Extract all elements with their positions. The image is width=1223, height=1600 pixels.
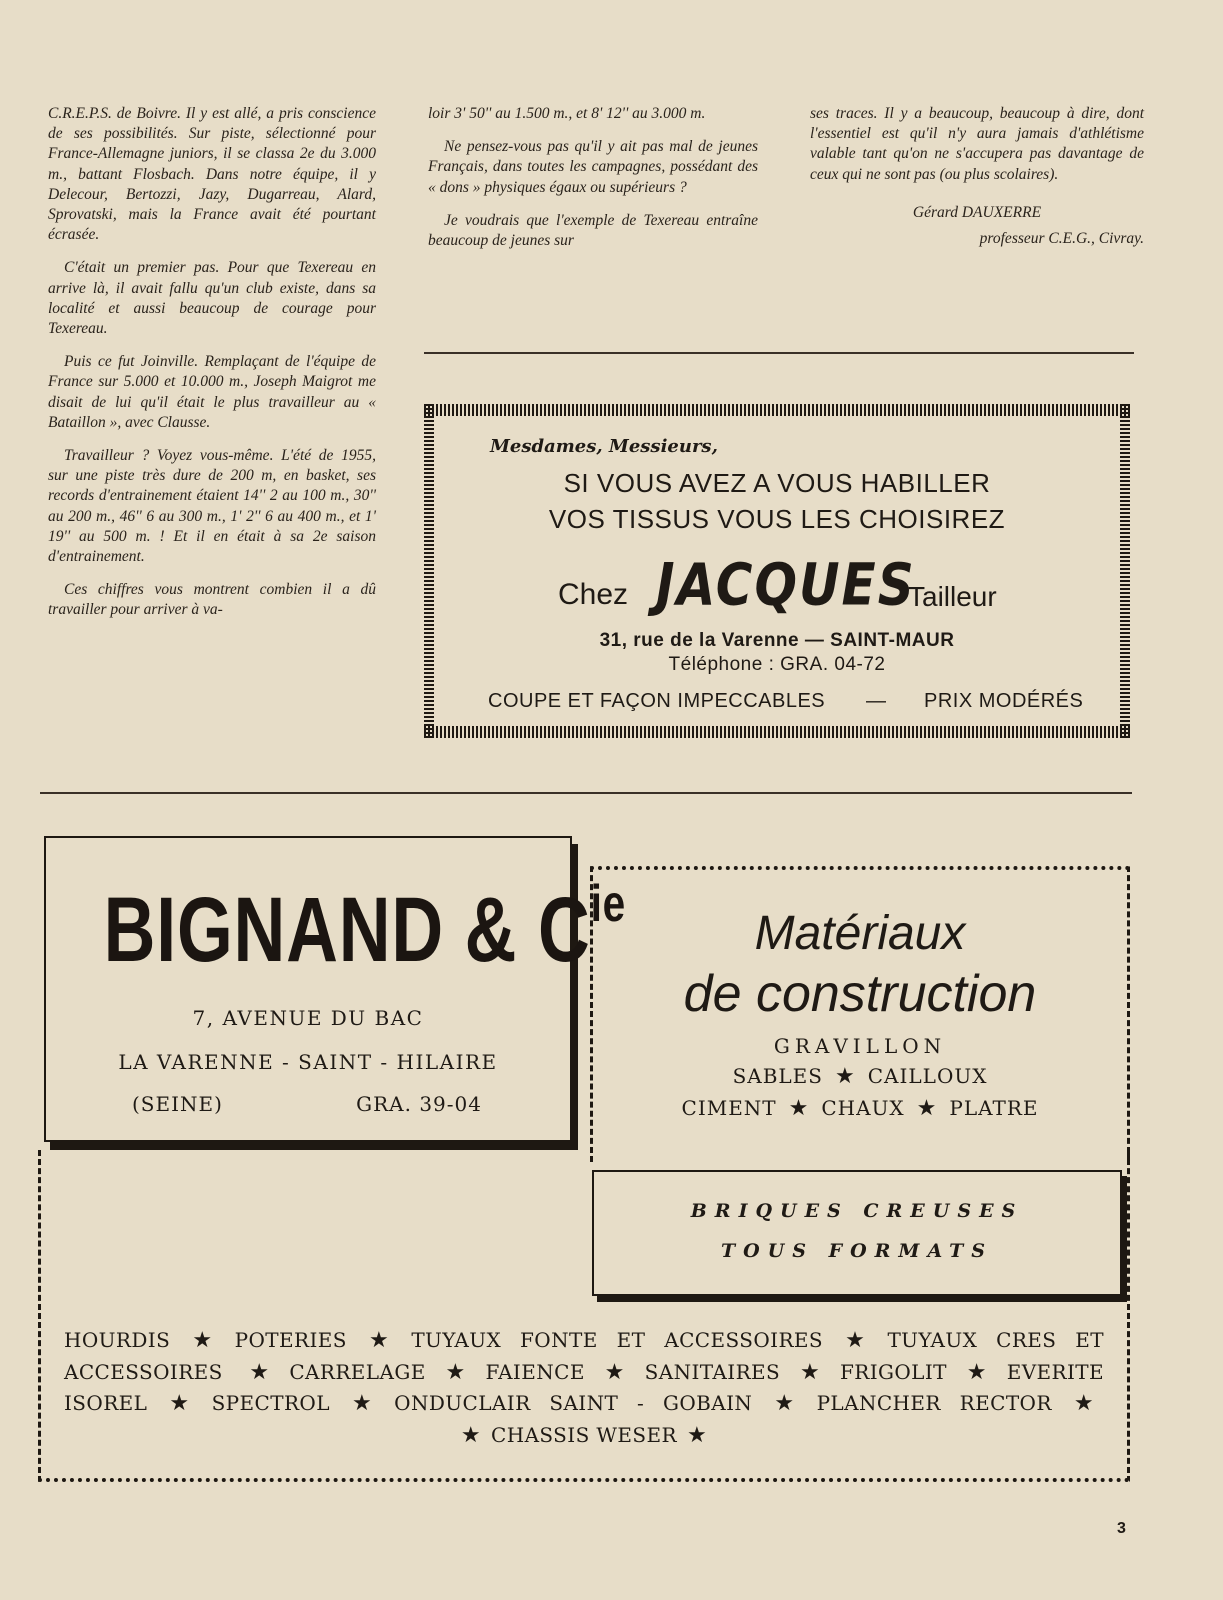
ad-line: BRIQUES CREUSES	[690, 1200, 1024, 1222]
ad-city: LA VARENNE - SAINT - HILAIRE	[118, 1050, 498, 1074]
ad-item: CAILLOUX	[867, 1064, 988, 1088]
star-icon: ★	[435, 1359, 476, 1385]
ad-jacques-tailleur	[424, 404, 1130, 738]
article-paragraph: ses traces. Il y a beaucoup, beaucoup à dire, dont l'essentiel est qu'il n'y aura jamais d'athlétisme valable tant qu'on ne s'accupera pas davantage de ceux qui ne sont pas (ou plus scolaires).	[810, 105, 1144, 183]
ad-phone: GRA. 39-04	[356, 1092, 482, 1116]
ad-items-row	[593, 1064, 1127, 1089]
product-item: PLANCHER RECTOR	[816, 1391, 1052, 1415]
star-icon: ★	[956, 1359, 997, 1385]
product-list	[64, 1325, 1104, 1451]
star-icon: ★	[916, 1096, 938, 1121]
signature-name: Gérard DAUXERRE	[912, 203, 1042, 221]
divider	[40, 792, 1132, 794]
star-icon: ★	[833, 1328, 878, 1353]
ad-line: SI VOUS AVEZ A VOUS HABILLER	[563, 468, 991, 498]
article-column-2	[428, 104, 758, 264]
star-icon: ★	[180, 1328, 225, 1353]
star-icon: ★	[790, 1359, 830, 1385]
ad-chez: Chez	[558, 578, 629, 611]
divider	[424, 352, 1134, 354]
ad-address: 7, AVENUE DU BAC	[192, 1006, 424, 1030]
product-item: HOURDIS	[64, 1328, 171, 1352]
star-icon: ★	[835, 1064, 856, 1089]
star-icon: ★	[762, 1391, 807, 1416]
ad-brand-name: JACQUES	[656, 551, 916, 619]
ad-brand-name: BIGNAND & $C^{ie}$	[103, 875, 627, 981]
star-icon: ★	[339, 1391, 385, 1416]
product-item: ONDUCLAIR SAINT - GOBAIN	[394, 1391, 753, 1415]
article-paragraph: Je voudrais que l'exemple de Texereau entraîne beaucoup de jeunes sur	[428, 211, 758, 250]
ad-department: (SEINE)	[132, 1092, 223, 1116]
ad-tailleur: Tailleur	[908, 581, 997, 612]
ad-items-row	[593, 1096, 1127, 1121]
signature-title: professeur C.E.G., Civray.	[979, 230, 1144, 248]
article-paragraph: Puis ce fut Joinville. Remplaçant de l'équipe de France sur 5.000 et 10.000 m., Joseph Maigrot me disait de lui qu'il était le plus travailleur au « Bataillon », avec Clausse.	[48, 353, 376, 431]
article-column-1	[48, 104, 376, 634]
star-icon: ★	[686, 1422, 708, 1448]
article-paragraph: C.R.E.P.S. de Boivre. Il y est allé, a pris conscience de ses possibilités. Sur piste, sélectionné pour France-Allemagne juniors, il se classa 2e du 3.000 m., battant Flosbach. Dans notre équipe, il y Delecour, Bertozzi, Jazy, Dugarreau, Alard, Sprovatski, mais la France avait été pourtant écrasée.	[48, 105, 376, 244]
ad-briques	[592, 1170, 1122, 1296]
ad-greeting: Mesdames, Messieurs,	[490, 436, 718, 457]
star-icon: ★	[460, 1422, 482, 1448]
ad-title: Matériaux	[754, 907, 966, 960]
article-paragraph: Ces chiffres vous montrent combien il a dû travailler pour arriver à va-	[48, 581, 376, 619]
ad-line: VOS TISSUS VOUS LES CHOISIREZ	[548, 504, 1006, 534]
product-item: ISOREL	[64, 1391, 148, 1415]
ad-item: SABLES	[732, 1064, 823, 1088]
ad-dash: —	[866, 690, 886, 712]
ad-item: CHAUX	[821, 1096, 905, 1120]
ad-address: 31, rue de la Varenne — SAINT-MAUR	[599, 630, 955, 651]
product-item: SPECTROL	[211, 1391, 330, 1415]
article-paragraph: Travailleur ? Voyez vous-même. L'été de 1955, sur une piste très dure de 200 m, en basket, ses records d'entrainement étaient 14'' 2 au 100 m., 30'' au 200 m., 46'' 6 au 300 m., 1' 2'' 6 au 400 m., et 1' 19'' au 500 m. ! Et il en était à sa 2e saison d'entrainement.	[48, 447, 376, 566]
star-icon: ★	[249, 1359, 280, 1385]
product-line	[64, 1325, 1104, 1420]
product-item: TUYAUX FONTE ET ACCESSOIRES	[411, 1328, 824, 1352]
product-item: SANITAIRES	[644, 1359, 781, 1384]
product-item: CHASSIS WESER	[491, 1422, 677, 1447]
product-item: TUYAUX CRES ET ACCESSOIRES	[64, 1328, 1105, 1384]
product-line	[64, 1420, 1104, 1452]
ad-line: TOUS FORMATS	[720, 1240, 994, 1262]
article-paragraph: C'était un premier pas. Pour que Texereau en arrive là, il avait fallu qu'un club existe, dans sa localité et aussi beaucoup de courage pour Texereau.	[48, 259, 376, 338]
ad-item: GRAVILLON	[773, 1034, 947, 1058]
product-item: EVERITE	[1006, 1359, 1105, 1384]
product-item: FRIGOLIT	[839, 1359, 947, 1384]
page-number: 3	[1117, 1520, 1126, 1537]
article-column-3	[810, 104, 1144, 249]
ad-bignand	[44, 836, 627, 1142]
star-icon: ★	[594, 1359, 635, 1385]
product-item: POTERIES	[234, 1328, 347, 1352]
ad-phone: Téléphone : GRA. 04-72	[668, 654, 886, 675]
star-icon: ★	[788, 1096, 810, 1121]
ad-materiaux	[590, 866, 1130, 1162]
signature	[810, 203, 1144, 249]
article-paragraph: Ne pensez-vous pas qu'il y ait pas mal de jeunes Français, dans toutes les campagnes, possédant des « dons » physiques égaux ou supérieurs ?	[428, 138, 758, 196]
star-icon: ★	[356, 1328, 402, 1353]
ad-item: PLATRE	[949, 1096, 1039, 1120]
product-item: FAIENCE	[485, 1359, 585, 1384]
article-paragraph: loir 3' 50'' au 1.500 m., et 8' 12'' au 3.000 m.	[428, 105, 706, 122]
ad-item: CIMENT	[681, 1096, 777, 1120]
ad-slogan: PRIX MODÉRÉS	[924, 690, 1084, 712]
star-icon: ★	[1061, 1391, 1095, 1416]
ad-slogan: COUPE ET FAÇON IMPECCABLES	[488, 690, 826, 712]
ad-title: de construction	[683, 965, 1037, 1023]
star-icon: ★	[157, 1391, 202, 1416]
product-item: CARRELAGE	[289, 1359, 426, 1384]
